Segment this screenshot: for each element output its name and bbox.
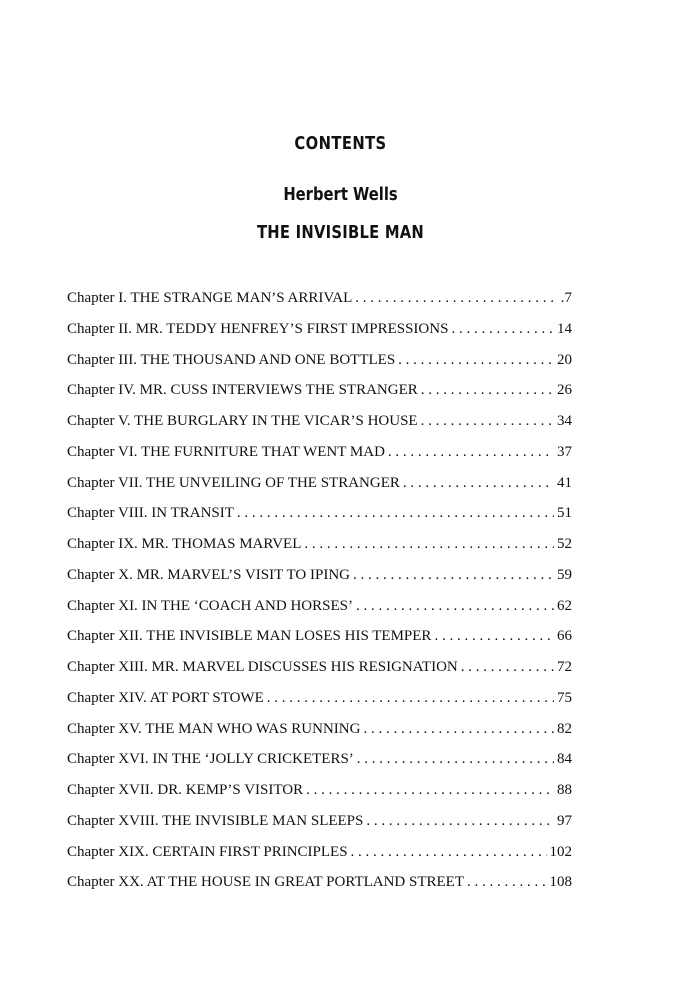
toc-entry [67, 321, 572, 352]
toc-dot-leader [267, 690, 554, 707]
toc-chapter-title: Chapter IX. MR. THOMAS MARVEL [67, 536, 302, 552]
toc-chapter-title: Chapter XX. AT THE HOUSE IN GREAT PORTLAND STREET [67, 874, 465, 891]
toc-chapter-title: Chapter XIV. AT PORT STOWE [67, 689, 264, 706]
toc-entry [67, 874, 572, 905]
toc-entry [67, 352, 572, 383]
toc-chapter-title: Chapter III. THE THOUSAND AND ONE BOTTLES [67, 351, 396, 368]
toc-page-number: 82 [557, 720, 572, 737]
toc-chapter-title: Chapter II. MR. TEDDY HENFREY’S FIRST IMPRESSIONS [67, 320, 449, 337]
toc-entry [67, 659, 572, 690]
toc-entry [67, 444, 572, 475]
toc-chapter-title: Chapter IV. MR. CUSS INTERVIEWS THE STRANGER [67, 382, 418, 399]
toc-page-number: 51 [557, 505, 572, 522]
toc-page-number: 66 [557, 628, 572, 645]
toc-dot-leader [355, 290, 557, 307]
toc-page-number: .7 [560, 290, 572, 306]
toc-page-number: 59 [557, 566, 572, 583]
toc-entry [67, 290, 572, 321]
toc-page-number: 72 [557, 659, 572, 675]
toc-entry [67, 813, 572, 844]
toc-entry [67, 505, 572, 536]
toc-page-number: 52 [557, 536, 572, 552]
toc-entry [67, 628, 572, 659]
toc-entry [67, 598, 572, 629]
toc-dot-leader [434, 628, 554, 645]
toc-page-number: 26 [557, 382, 572, 399]
toc-entry [67, 413, 572, 444]
toc-page-number: 41 [557, 474, 572, 491]
toc-chapter-title: Chapter I. THE STRANGE MAN’S ARRIVAL [67, 290, 353, 306]
toc-entry [67, 475, 572, 506]
toc-page-number: 75 [557, 689, 572, 706]
toc-dot-leader [398, 352, 554, 369]
toc-page-number: 84 [557, 751, 572, 768]
toc-chapter-title: Chapter X. MR. MARVEL’S VISIT TO IPING [67, 566, 350, 583]
toc-entry [67, 567, 572, 598]
toc-entry [67, 782, 572, 813]
toc-chapter-title: Chapter XVIII. THE INVISIBLE MAN SLEEPS [67, 812, 364, 829]
toc-page-number: 88 [557, 782, 572, 798]
toc-dot-leader [461, 659, 554, 676]
contents-title: CONTENTS [294, 133, 387, 154]
toc-chapter-title: Chapter XI. IN THE ‘COACH AND HORSES’ [67, 597, 353, 614]
toc-dot-leader [304, 536, 554, 553]
toc-dot-leader [421, 413, 554, 430]
toc-chapter-title: Chapter VIII. IN TRANSIT [67, 505, 234, 522]
toc-dot-leader [237, 505, 554, 522]
toc-dot-leader [306, 782, 554, 799]
toc-dot-leader [357, 751, 554, 768]
toc-page-number: 37 [557, 443, 572, 460]
toc-dot-leader [353, 567, 554, 584]
toc-dot-leader [421, 382, 554, 399]
toc-dot-leader [363, 721, 554, 738]
toc-chapter-title: Chapter XVII. DR. KEMP’S VISITOR [67, 782, 304, 798]
toc-entry [67, 690, 572, 721]
toc-dot-leader [366, 813, 554, 830]
toc-dot-leader [403, 475, 554, 492]
toc-chapter-title: Chapter XII. THE INVISIBLE MAN LOSES HIS TEMPER [67, 628, 432, 645]
author-name: Herbert Wells [283, 184, 398, 205]
toc-page-number: 108 [549, 874, 572, 891]
toc-dot-leader [467, 874, 546, 891]
toc-chapter-title: Chapter VII. THE UNVEILING OF THE STRANGER [67, 474, 400, 491]
toc-entry [67, 382, 572, 413]
toc-dot-leader [388, 444, 554, 461]
toc-page-number: 14 [557, 320, 572, 337]
table-of-contents [67, 290, 572, 905]
toc-page-number: 97 [557, 812, 572, 829]
toc-page-number: 34 [557, 413, 572, 429]
toc-page-number: 20 [557, 351, 572, 368]
book-title: THE INVISIBLE MAN [256, 222, 425, 243]
toc-dot-leader [451, 321, 554, 338]
toc-chapter-title: Chapter XIX. CERTAIN FIRST PRINCIPLES [67, 843, 348, 860]
toc-chapter-title: Chapter V. THE BURGLARY IN THE VICAR’S HOUSE [67, 413, 418, 429]
toc-dot-leader [356, 598, 554, 615]
toc-chapter-title: Chapter VI. THE FURNITURE THAT WENT MAD [67, 443, 385, 460]
toc-entry [67, 721, 572, 752]
toc-dot-leader [351, 844, 547, 861]
toc-chapter-title: Chapter XIII. MR. MARVEL DISCUSSES HIS RESIGNATION [67, 659, 458, 675]
toc-page-number: 102 [549, 843, 572, 860]
toc-entry [67, 844, 572, 875]
toc-entry [67, 536, 572, 567]
toc-chapter-title: Chapter XVI. IN THE ‘JOLLY CRICKETERS’ [67, 751, 354, 768]
toc-chapter-title: Chapter XV. THE MAN WHO WAS RUNNING [67, 720, 361, 737]
toc-page-number: 62 [557, 597, 572, 614]
toc-entry [67, 751, 572, 782]
